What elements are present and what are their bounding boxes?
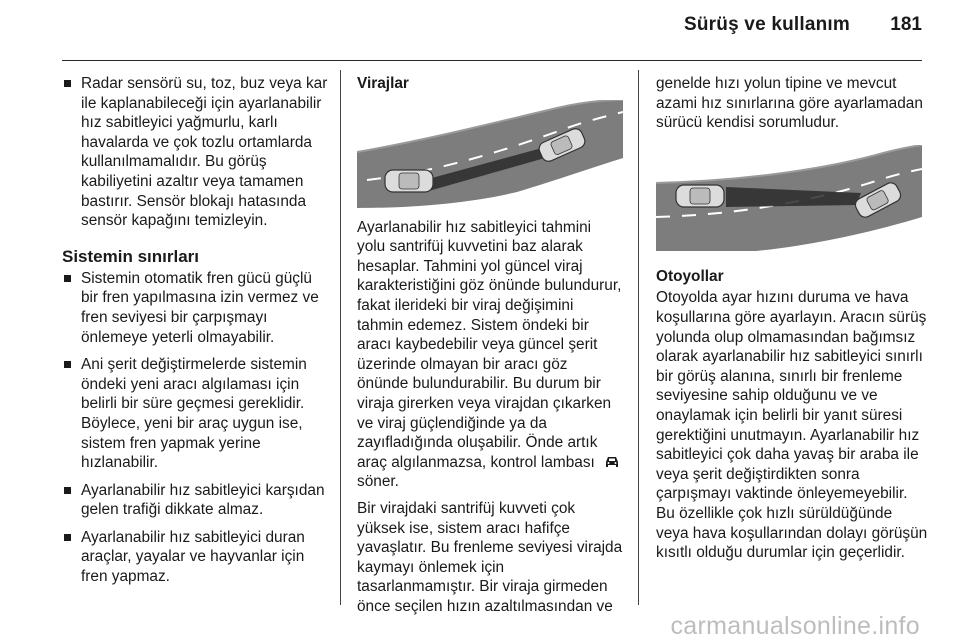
curve-illustration (357, 100, 623, 208)
own-car-icon (676, 185, 724, 207)
column-1 (62, 74, 332, 595)
paragraph-text: Ayarlanabilir hız sabitleyici tahmini yolu santrifüj kuvvetini baz alarak hesaplar. Tahmini yol güncel viraj karakteristiğini göz önünde bulundurur, fakat ilerideki bir viraj değişimini tahmin edemez. Sistem öndeki bir aracı kaybedebilir veya güncel şerit üzerinde olmayan bir aracı göz önünde bulundurabilir. Bu durum bir viraja girerken veya virajdan çıkarken ve viraj güçlendiğinde ya da zayıfladığında oluşabilir. Önde artık araç algılanmazsa, kontrol lambası (357, 218, 622, 471)
list-item (62, 528, 332, 587)
bullet-icon (64, 80, 71, 87)
column-2 (357, 74, 623, 623)
vehicle-ahead-indicator-icon (605, 456, 619, 469)
own-car-icon (385, 170, 433, 192)
list-item (62, 74, 332, 231)
list-item (62, 481, 332, 520)
paragraph: Otoyolda ayar hızını duruma ve hava koşullarına göre ayarlayın. Aracın sürüş yolunda olup olmamasından bağımsız olarak ayarlanabilir hız sabitleyici sınırlı bir görüş alanına, sınırlı bir frenleme seviyesine sahip olduğunu ve ve onaylamak için belirli bir yanıt süresi gerektiğini unutmayın. Ayarlanabilir hız sabitleyici çok daha yavaş bir araba ile veya şerit değiştirdikten sonra çarpışmayı vaktinde önleyemeyebilir. Bu özellikle çok hızlı sürüldüğünde veya hava koşullarından dolayı görüşün kısıtlı olduğu durumlar için geçerlidir. (656, 289, 928, 562)
subsection-heading: Otoyollar (656, 267, 724, 285)
bullet-icon (64, 361, 71, 368)
paragraph (357, 218, 623, 492)
bullet-text: Ayarlanabilir hız sabitleyici duran araçlar, yayalar ve hayvanlar için fren yapmaz. (81, 528, 305, 586)
list-item (62, 355, 332, 473)
bullet-text: Radar sensörü su, toz, buz veya kar ile kaplanabileceği için ayarlanabilir hız sabitleyici yağmurlu, karlı havalarda ve çok tozlu ortamlarda kullanılmamalıdır. Bu görüş kabiliyetini azaltır veya tamamen bastırır. Sensör blokajı hatasında sensör kapağını temizleyin. (81, 75, 328, 230)
bullet-text: Ayarlanabilir hız sabitleyici karşıdan gelen trafiği dikkate almaz. (81, 481, 325, 519)
section-heading: Sistemin sınırları (62, 246, 199, 266)
header-divider (62, 60, 922, 61)
watermark: carmanualsonline.info (670, 612, 920, 640)
column-divider-1 (340, 70, 341, 605)
paragraph: Bir virajdaki santrifüj kuvveti çok yüksek ise, sistem aracı hafifçe yavaşlatır. Bu frenleme seviyesi virajda kaymayı önlemek için tasarlanmamıştır. Bir viraja girmeden önce seçilen hızın azaltılmasından ve (357, 499, 623, 615)
subsection-heading: Virajlar (357, 75, 409, 92)
paragraph: genelde hızı yolun tipine ve mevcut azami hız sınırlarına göre ayarlamadan sürücü kendisi sorumludur. (656, 75, 923, 132)
column-divider-2 (638, 70, 639, 605)
bullet-text: Ani şerit değiştirmelerde sistemin öndeki yeni aracı algılaması için belirli bir süre geçmesi gereklidir. Böylece, yeni bir araç uygun ise, sistem fren yapmak yerine hızlanabilir. (81, 356, 307, 472)
bullet-icon (64, 275, 71, 282)
chapter-title: Sürüş ve kullanım (683, 14, 850, 35)
highway-illustration (656, 145, 922, 251)
list-item (62, 269, 332, 347)
bullet-icon (64, 487, 71, 494)
paragraph-text: söner. (357, 473, 399, 491)
page-header (0, 0, 960, 60)
column-3 (656, 74, 928, 570)
bullet-icon (64, 534, 71, 541)
bullet-text: Sistemin otomatik fren gücü güçlü bir fren yapılmasına izin vermez ve fren seviyesi bir çarpışmayı önlemeye yeterli olmayabilir. (81, 269, 319, 346)
page-number: 181 (890, 14, 922, 35)
